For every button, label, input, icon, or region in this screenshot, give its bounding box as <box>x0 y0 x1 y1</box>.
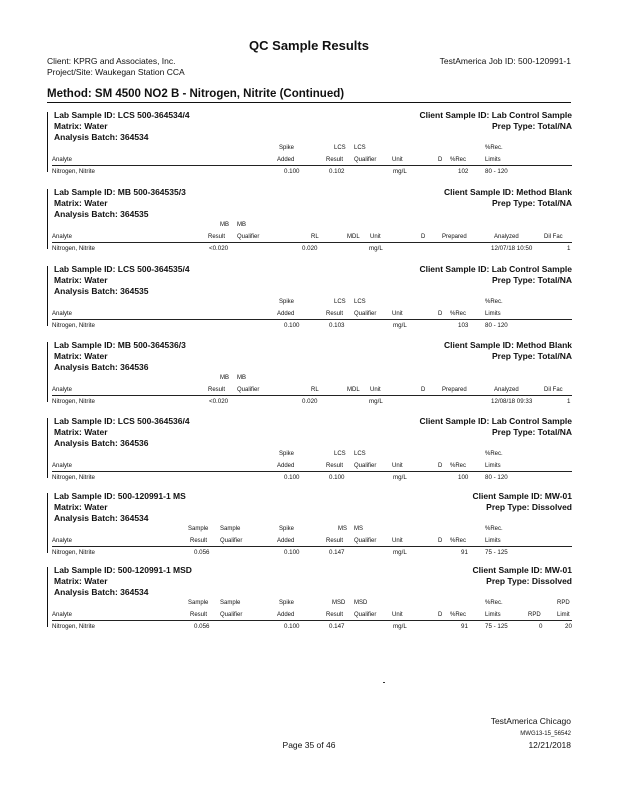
sample-result: 0.056 <box>194 549 210 556</box>
dil-fac: 1 <box>567 245 571 252</box>
col-result: Result <box>326 463 344 469</box>
col-rec: %Rec <box>450 463 467 469</box>
col-ms: MS <box>338 526 347 532</box>
result: 0.103 <box>329 322 345 329</box>
col-d: D <box>438 311 443 317</box>
qc-section-lcs-364534 <box>47 110 572 180</box>
col-sample: Sample <box>188 600 209 606</box>
col-mb: MB <box>237 222 246 228</box>
lab-sample-id: Lab Sample ID: LCS 500-364535/4 <box>54 264 190 274</box>
col-rl: RL <box>311 234 319 240</box>
prep-type: Prep Type: Dissolved <box>486 576 572 586</box>
col-unit: Unit <box>392 463 403 469</box>
client-sample-id: Client Sample ID: MW-01 <box>472 565 572 575</box>
added: 0.100 <box>284 474 300 481</box>
added: 0.100 <box>284 549 300 556</box>
analyzed: 12/08/18 09:33 <box>491 398 533 405</box>
footer-company: TestAmerica Chicago <box>490 716 571 726</box>
matrix: Matrix: Water <box>54 121 108 131</box>
col-d: D <box>438 157 443 163</box>
qc-section-mb-364536 <box>47 340 572 410</box>
project-site: Project/Site: Waukegan Station CCA <box>47 67 185 77</box>
page-number: Page 35 of 46 <box>282 740 336 750</box>
header-rule <box>52 395 572 396</box>
col-result: Result <box>190 612 208 618</box>
col-added: Added <box>277 463 295 469</box>
col-rec: %Rec <box>450 612 467 618</box>
limits: 80 - 120 <box>485 322 508 329</box>
analyte: Nitrogen, Nitrite <box>52 623 95 630</box>
col-result: Result <box>326 538 344 544</box>
col-qualifier: Qualifier <box>354 311 377 317</box>
rec: 91 <box>461 623 468 630</box>
rpd-limit: 20 <box>565 623 572 630</box>
rec: 91 <box>461 549 468 556</box>
col-result: Result <box>208 387 226 393</box>
unit: mg/L <box>393 549 407 556</box>
rec: 102 <box>458 168 469 175</box>
col-mb: MB <box>220 222 229 228</box>
col-qualifier: Qualifier <box>237 387 260 393</box>
col-spike: Spike <box>279 600 295 606</box>
col-qualifier: Qualifier <box>354 538 377 544</box>
result: 0.147 <box>329 623 345 630</box>
lab-sample-id: Lab Sample ID: MB 500-364535/3 <box>54 187 186 197</box>
analyte: Nitrogen, Nitrite <box>52 474 95 481</box>
qc-section-lcs-364536 <box>47 416 572 486</box>
client-name: Client: KPRG and Associates, Inc. <box>47 56 176 66</box>
rec: 100 <box>458 474 469 481</box>
method-title: Method: SM 4500 NO2 B - Nitrogen, Nitrite (Continued) <box>47 88 345 100</box>
analyzed: 12/07/18 10:50 <box>491 245 533 252</box>
col-lcs: LCS <box>334 451 346 457</box>
analyte: Nitrogen, Nitrite <box>52 168 95 175</box>
section-bracket <box>47 342 48 402</box>
prep-type: Prep Type: Total/NA <box>492 198 572 208</box>
col-rec: %Rec. <box>485 526 503 532</box>
rpd: 0 <box>539 623 543 630</box>
matrix: Matrix: Water <box>54 351 108 361</box>
unit: mg/L <box>393 623 407 630</box>
prep-type: Prep Type: Total/NA <box>492 121 572 131</box>
col-unit: Unit <box>392 612 403 618</box>
qc-section-ms <box>47 491 572 561</box>
col-rec: %Rec. <box>485 145 503 151</box>
col-result: Result <box>190 538 208 544</box>
added: 0.100 <box>284 168 300 175</box>
header-rule <box>52 620 572 621</box>
col-msd: MSD <box>354 600 368 606</box>
dil-fac: 1 <box>567 398 571 405</box>
result: 0.147 <box>329 549 345 556</box>
added: 0.100 <box>284 322 300 329</box>
col-qualifier: Qualifier <box>354 612 377 618</box>
col-added: Added <box>277 538 295 544</box>
prep-type: Prep Type: Total/NA <box>492 351 572 361</box>
col-added: Added <box>277 612 295 618</box>
limits: 80 - 120 <box>485 474 508 481</box>
rl: 0.020 <box>302 398 318 405</box>
header-rule <box>52 471 572 472</box>
col-unit: Unit <box>392 311 403 317</box>
analyte: Nitrogen, Nitrite <box>52 245 95 252</box>
section-bracket <box>47 189 48 249</box>
analyte: Nitrogen, Nitrite <box>52 549 95 556</box>
col-sample: Sample <box>220 526 241 532</box>
col-unit: Unit <box>392 157 403 163</box>
col-rec: %Rec. <box>485 600 503 606</box>
result: <0.020 <box>209 245 229 252</box>
rl: 0.020 <box>302 245 318 252</box>
col-rl: RL <box>311 387 319 393</box>
lab-sample-id: Lab Sample ID: 500-120991-1 MSD <box>54 565 192 575</box>
section-bracket <box>47 418 48 478</box>
col-mb: MB <box>220 375 229 381</box>
col-d: D <box>438 538 443 544</box>
col-analyte: Analyte <box>52 612 73 618</box>
section-bracket <box>47 266 48 326</box>
page-title: QC Sample Results <box>249 38 369 53</box>
unit: mg/L <box>393 322 407 329</box>
col-added: Added <box>277 311 295 317</box>
col-result: Result <box>326 311 344 317</box>
section-bracket <box>47 567 48 627</box>
qc-section-mb-364535 <box>47 187 572 257</box>
col-rec: %Rec <box>450 311 467 317</box>
sample-result: 0.056 <box>194 623 210 630</box>
analyte: Nitrogen, Nitrite <box>52 322 95 329</box>
analysis-batch: Analysis Batch: 364535 <box>54 286 149 296</box>
footer-ref: MWG13-15_56542 <box>520 731 571 737</box>
col-lcs: LCS <box>354 451 366 457</box>
col-dil-fac: Dil Fac <box>544 387 563 393</box>
col-qualifier: Qualifier <box>354 157 377 163</box>
header-rule <box>52 546 572 547</box>
col-analyzed: Analyzed <box>494 387 519 393</box>
col-added: Added <box>277 157 295 163</box>
footer-date: 12/21/2018 <box>528 740 571 750</box>
client-sample-id: Client Sample ID: Lab Control Sample <box>419 110 572 120</box>
analysis-batch: Analysis Batch: 364535 <box>54 209 149 219</box>
header-rule <box>52 242 572 243</box>
analysis-batch: Analysis Batch: 364534 <box>54 587 149 597</box>
analyte: Nitrogen, Nitrite <box>52 398 95 405</box>
col-lcs: LCS <box>354 145 366 151</box>
col-limits: Limits <box>485 538 501 544</box>
col-analyte: Analyte <box>52 157 73 163</box>
client-sample-id: Client Sample ID: Method Blank <box>444 187 572 197</box>
unit: mg/L <box>369 398 383 405</box>
matrix: Matrix: Water <box>54 198 108 208</box>
method-divider <box>47 102 571 103</box>
col-limits: Limits <box>485 157 501 163</box>
unit: mg/L <box>393 474 407 481</box>
col-dil-fac: Dil Fac <box>544 234 563 240</box>
header-rule <box>52 165 572 166</box>
col-result: Result <box>208 234 226 240</box>
limits: 80 - 120 <box>485 168 508 175</box>
result: 0.102 <box>329 168 345 175</box>
analysis-batch: Analysis Batch: 364534 <box>54 132 149 142</box>
rec: 103 <box>458 322 469 329</box>
result: 0.100 <box>329 474 345 481</box>
col-rec: %Rec <box>450 157 467 163</box>
col-sample: Sample <box>220 600 241 606</box>
col-rpd: RPD <box>528 612 541 618</box>
col-spike: Spike <box>279 145 295 151</box>
col-result: Result <box>326 612 344 618</box>
col-analyzed: Analyzed <box>494 234 519 240</box>
prep-type: Prep Type: Total/NA <box>492 275 572 285</box>
col-analyte: Analyte <box>52 387 73 393</box>
header-rule <box>52 319 572 320</box>
matrix: Matrix: Water <box>54 576 108 586</box>
col-lcs: LCS <box>334 299 346 305</box>
col-mdl: MDL <box>347 387 360 393</box>
col-qualifier: Qualifier <box>220 612 243 618</box>
unit: mg/L <box>369 245 383 252</box>
col-d: D <box>438 612 443 618</box>
matrix: Matrix: Water <box>54 502 108 512</box>
analysis-batch: Analysis Batch: 364536 <box>54 438 149 448</box>
col-rec: %Rec. <box>485 299 503 305</box>
col-analyte: Analyte <box>52 311 73 317</box>
qc-section-msd <box>47 565 572 635</box>
col-limit: Limit <box>557 612 570 618</box>
unit: mg/L <box>393 168 407 175</box>
client-sample-id: Client Sample ID: Method Blank <box>444 340 572 350</box>
col-rec: %Rec. <box>485 451 503 457</box>
prep-type: Prep Type: Total/NA <box>492 427 572 437</box>
qc-section-lcs-364535 <box>47 264 572 334</box>
col-prepared: Prepared <box>442 234 467 240</box>
col-mb: MB <box>237 375 246 381</box>
col-spike: Spike <box>279 451 295 457</box>
limits: 75 - 125 <box>485 623 508 630</box>
lab-sample-id: Lab Sample ID: MB 500-364536/3 <box>54 340 186 350</box>
client-sample-id: Client Sample ID: MW-01 <box>472 491 572 501</box>
col-d: D <box>438 463 443 469</box>
prep-type: Prep Type: Dissolved <box>486 502 572 512</box>
col-unit: Unit <box>370 387 381 393</box>
col-lcs: LCS <box>354 299 366 305</box>
col-prepared: Prepared <box>442 387 467 393</box>
col-lcs: LCS <box>334 145 346 151</box>
col-limits: Limits <box>485 311 501 317</box>
col-d: D <box>421 387 426 393</box>
col-limits: Limits <box>485 463 501 469</box>
col-analyte: Analyte <box>52 463 73 469</box>
col-qualifier: Qualifier <box>220 538 243 544</box>
lab-sample-id: Lab Sample ID: LCS 500-364534/4 <box>54 110 190 120</box>
col-analyte: Analyte <box>52 234 73 240</box>
col-qualifier: Qualifier <box>354 463 377 469</box>
limits: 75 - 125 <box>485 549 508 556</box>
col-msd: MSD <box>332 600 346 606</box>
section-bracket <box>47 493 48 553</box>
job-id: TestAmerica Job ID: 500-120991-1 <box>439 56 571 66</box>
col-analyte: Analyte <box>52 538 73 544</box>
col-result: Result <box>326 157 344 163</box>
col-rec: %Rec <box>450 538 467 544</box>
matrix: Matrix: Water <box>54 427 108 437</box>
section-bracket <box>47 112 48 172</box>
col-rpd: RPD <box>557 600 570 606</box>
client-info <box>47 56 185 78</box>
col-unit: Unit <box>370 234 381 240</box>
matrix: Matrix: Water <box>54 275 108 285</box>
client-sample-id: Client Sample ID: Lab Control Sample <box>419 264 572 274</box>
lab-sample-id: Lab Sample ID: LCS 500-364536/4 <box>54 416 190 426</box>
added: 0.100 <box>284 623 300 630</box>
col-mdl: MDL <box>347 234 360 240</box>
col-qualifier: Qualifier <box>237 234 260 240</box>
scan-dot <box>383 682 385 683</box>
col-ms: MS <box>354 526 363 532</box>
col-d: D <box>421 234 426 240</box>
col-spike: Spike <box>279 299 295 305</box>
analysis-batch: Analysis Batch: 364534 <box>54 513 149 523</box>
col-spike: Spike <box>279 526 295 532</box>
col-sample: Sample <box>188 526 209 532</box>
result: <0.020 <box>209 398 229 405</box>
col-unit: Unit <box>392 538 403 544</box>
client-sample-id: Client Sample ID: Lab Control Sample <box>419 416 572 426</box>
col-limits: Limits <box>485 612 501 618</box>
analysis-batch: Analysis Batch: 364536 <box>54 362 149 372</box>
lab-sample-id: Lab Sample ID: 500-120991-1 MS <box>54 491 186 501</box>
